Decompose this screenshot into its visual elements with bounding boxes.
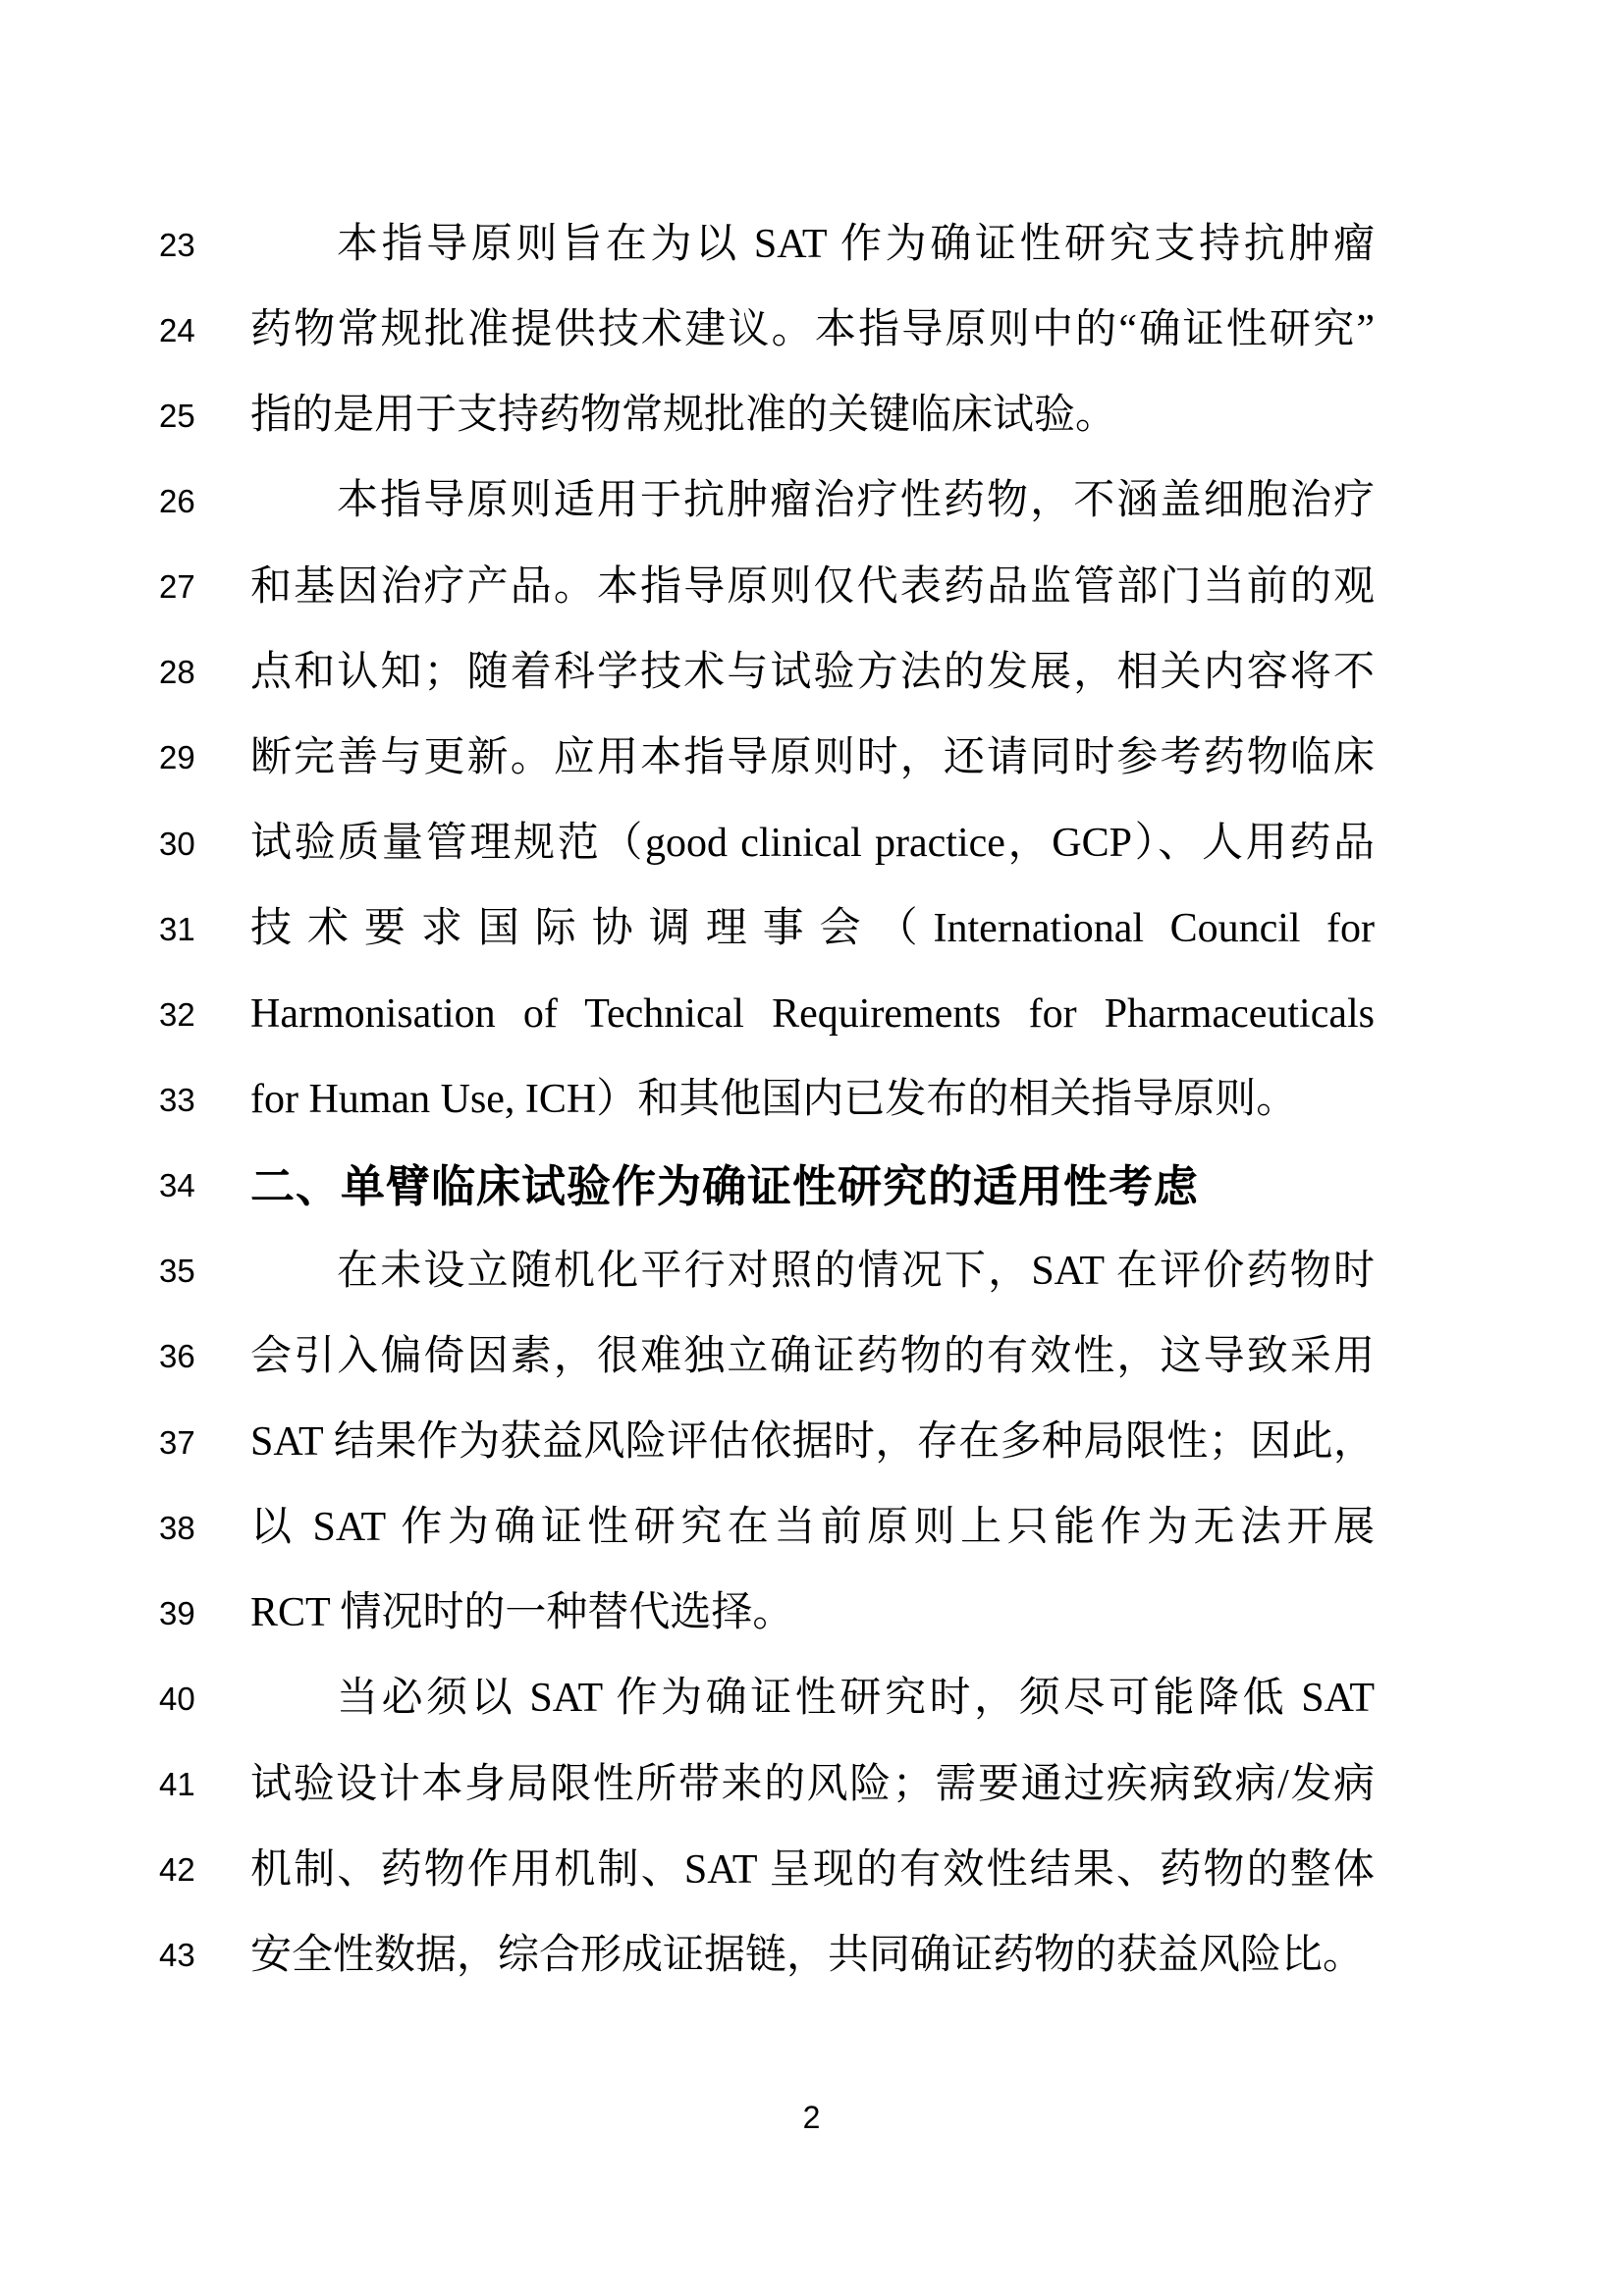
page-number: 2 [802, 2100, 821, 2135]
line-row [0, 1571, 1623, 1656]
line-text: 药物常规批准提供技术建议。本指导原则中的“确证性研究” [250, 307, 1375, 353]
line-text: 在未设立随机化平行对照的情况下，SAT 在评价药物时 [337, 1248, 1375, 1294]
line-row [0, 972, 1623, 1057]
line-number: 38 [159, 1509, 195, 1546]
line-number: 42 [159, 1851, 195, 1889]
document-body [0, 202, 1623, 1999]
line-row [0, 630, 1623, 716]
line-text: Harmonisation of Technical Requirements for Pharmaceuticals [250, 991, 1375, 1038]
section-heading: 二、单臂临床试验作为确证性研究的适用性考虑 [250, 1160, 1200, 1211]
line-number: 40 [159, 1680, 195, 1717]
line-text: 试验质量管理规范（good clinical practice，GCP）、人用药品 [250, 820, 1375, 866]
line-number: 23 [159, 226, 195, 263]
line-number: 33 [159, 1081, 195, 1118]
line-number: 35 [159, 1253, 195, 1290]
line-text: 断完善与更新。应用本指导原则时，还请同时参考药物临床 [250, 734, 1375, 780]
line-row [0, 716, 1623, 801]
line-number: 34 [159, 1167, 195, 1204]
line-number: 39 [159, 1594, 195, 1631]
line-text: 机制、药物作用机制、SAT 呈现的有效性结果、药物的整体 [250, 1846, 1375, 1893]
line-number: 26 [159, 482, 195, 519]
line-text: 指的是用于支持药物常规批准的关键临床试验。 [250, 393, 1117, 439]
line-row [0, 373, 1623, 458]
line-text: SAT 结果作为获益风险评估依据时，存在多种局限性；因此， [250, 1418, 1375, 1465]
line-row [0, 1656, 1623, 1741]
line-number: 43 [159, 1937, 195, 1974]
line-text: 技术要求国际协调理事会（International Council for [250, 906, 1375, 952]
line-text: 点和认知；随着科学技术与试验方法的发展，相关内容将不 [250, 649, 1375, 695]
line-number: 28 [159, 654, 195, 691]
line-text: 安全性数据，综合形成证据链，共同确证药物的获益风险比。 [250, 1932, 1365, 1978]
line-row [0, 288, 1623, 373]
line-number: 31 [159, 910, 195, 947]
line-number: 27 [159, 568, 195, 606]
line-text: 和基因治疗产品。本指导原则仅代表药品监管部门当前的观 [250, 563, 1375, 610]
line-number: 29 [159, 739, 195, 776]
line-row [0, 1144, 1623, 1229]
line-text: 本指导原则旨在为以 SAT 作为确证性研究支持抗肿瘤 [337, 222, 1375, 267]
line-row [0, 801, 1623, 886]
line-number: 37 [159, 1423, 195, 1461]
line-row [0, 1913, 1623, 1999]
line-row [0, 458, 1623, 544]
line-text: 试验设计本身局限性所带来的风险；需要通过疾病致病/发病 [250, 1761, 1375, 1807]
line-row [0, 1400, 1623, 1485]
line-number: 25 [159, 397, 195, 434]
line-row [0, 1742, 1623, 1828]
line-number: 32 [159, 995, 195, 1033]
line-text: for Human Use, ICH）和其他国内已发布的相关指导原则。 [250, 1077, 1298, 1123]
line-row [0, 1229, 1623, 1314]
line-text: 以 SAT 作为确证性研究在当前原则上只能作为无法开展 [250, 1505, 1375, 1551]
line-text: 本指导原则适用于抗肿瘤治疗性药物，不涵盖细胞治疗 [337, 478, 1375, 524]
line-row [0, 1314, 1623, 1400]
line-text: 当必须以 SAT 作为确证性研究时，须尽可能降低 SAT [337, 1676, 1375, 1722]
line-text: 会引入偏倚因素，很难独立确证药物的有效性，这导致采用 [250, 1333, 1375, 1379]
line-number: 30 [159, 825, 195, 862]
line-row [0, 1057, 1623, 1143]
line-row [0, 1485, 1623, 1571]
line-row [0, 1828, 1623, 1913]
line-text: RCT 情况时的一种替代选择。 [250, 1590, 794, 1636]
line-row [0, 886, 1623, 972]
line-number: 24 [159, 311, 195, 348]
line-row [0, 545, 1623, 630]
line-number: 41 [159, 1766, 195, 1803]
line-number: 36 [159, 1338, 195, 1375]
line-row [0, 202, 1623, 288]
